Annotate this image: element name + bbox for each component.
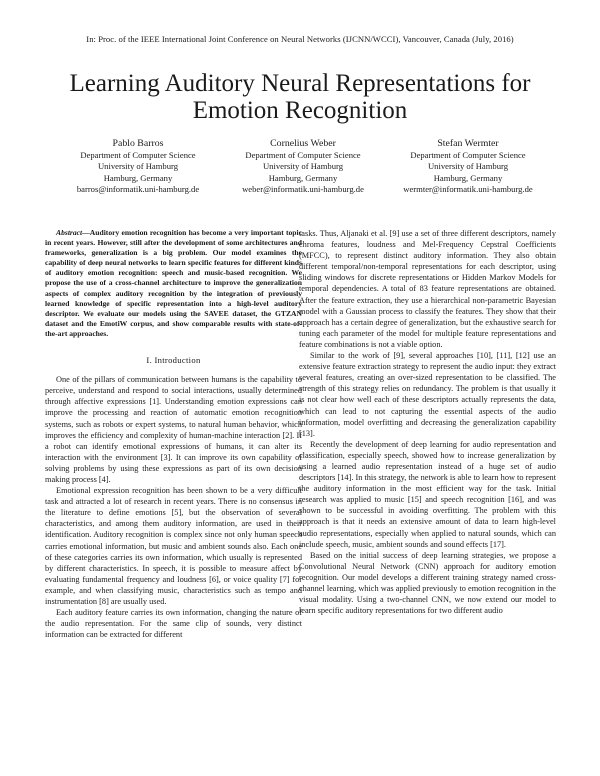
paragraph: Recently the development of deep learning for audio representation and classification, especially speech, showed how to increase generalization by using a learned audio representation instead of a huge set of audio descriptors [14]. In this strategy, the network is able to learn how to represent the auditory information in the most efficient way for the task. Initial research was applied to music [15] and speech recognition [16], and was shown to be successful in avoiding overfitting. The problem with this approach is that it needs an extensive amount of data to learn high-level audio representations, especially when applied to natural sounds, which can include speech, music, ambient sounds and sound effects [17]. — [299, 439, 556, 549]
author-wermter — [388, 138, 548, 195]
abstract — [45, 228, 302, 339]
paragraph: Based on the initial success of deep learning strategies, we propose a Convolutional Neural Network (CNN) approach for auditory emotion recognition. Our model develops a different training strategy named cross-channel learning, which was applied previously to emotion recognition in the visual modality. Using a two-channel CNN, we now extend our model to learn specific auditory representations for two different audio — [299, 550, 556, 616]
author-university: University of Hamburg — [427, 161, 509, 172]
author-block — [58, 138, 548, 195]
abstract-text: —Auditory emotion recognition has become a very important topic in recent years. However, still after the development of some architectures and frameworks, generalization is a big problem. Our model examines the capability of deep neural networks to learn specific features for different kinds of auditory emotion recognition: speech and music-based recognition. We propose the use of a cross-channel architecture to improve the generalization aspects of complex auditory recognition by the integration of previously learned knowledge of specific representation into a high-level auditory descriptor. We evaluate our models using the SAVEE dataset, the GTZAN dataset and the EmotiW corpus, and show comparable results with state-of-the-art approaches. — [45, 228, 302, 338]
right-column — [299, 228, 556, 616]
publication-note: In: Proc. of the IEEE International Joint Conference on Neural Networks (IJCNN/WCCI), Vancouver, Canada (July, 2016) — [86, 34, 514, 44]
author-barros — [58, 138, 218, 195]
paragraph: One of the pillars of communication between humans is the capability to perceive, understand and respond to social interactions, usually determined through affective expressions [1]. Understanding emotion expressions can improve the processing and reaction of automatic emotion recognition systems, such as robots or expert systems, to natural human behavior, which improves the efficiency and complexity of human-machine interaction [2]. If a robot can identify emotional expressions of humans, it can alter its interaction with the environment [3]. It can improve its own capability of solving problems by using these expressions as part of its own decision making process [4]. — [45, 375, 302, 484]
paragraph: Similar to the work of [9], several approaches [10], [11], [12] use an extensive feature extraction strategy to represent the audio input: they extract several features, creating an over-sized representation to be classified. The strength of this strategy relies on redundancy. The problem is that usually it is not clear how well each of these descriptors actually represents the data, which can lead to not capturing the essential aspects of the audio information, model overfitting and decreasing the generalization capability [13]. — [299, 351, 556, 438]
author-department: Department of Computer Science — [410, 150, 526, 161]
author-email: wermter@informatik.uni-hamburg.de — [403, 183, 533, 194]
author-university: University of Hamburg — [262, 161, 344, 172]
paragraph: tasks. Thus, Aljanaki et al. [9] use a set of three different descriptors, namely chroma features, loudness and Mel-Frequency Cepstral Coefficients (MFCC), to represent distinct auditory information. They also obtain different temporal/non-temporal representations for each descriptor, using sliding windows for discrete representations or Hidden Markov Models for temporal dependencies. A total of 83 feature representations are obtained. After the feature extraction, they use a hierarchical non-parametric Bayesian model with a Gaussian process to classify the features. They show that their approach has a certain degree of generalization, but the exhaustive search for tuning each parameter of the model for multiple feature representations and feature combinations is not a viable option. — [299, 229, 556, 349]
title-line-1: Learning Auditory Neural Representations for — [69, 70, 531, 97]
author-name: Pablo Barros — [112, 138, 164, 149]
abstract-label: Abstract — [56, 228, 83, 237]
author-city: Hamburg, Germany — [268, 172, 338, 183]
section-heading-introduction: I. Introduction — [146, 355, 201, 366]
paragraph: Emotional expression recognition has been shown to be a very difficult task and attracted a lot of research in recent years. There is no consensus in the literature to define emotions [5], but the observation of several characteristics, and among them auditory information, are used in their identification. Auditory recognition is complex since not only human speech carries emotional information, but music and ambient sounds also. Each one of these categories carries its own information, which usually is represented by different characteristics. In speech, it is possible to measure affect by evaluating fundamental frequency and loudness [6], or voice quality [7] for example, and when classifying music, characteristics such as tempo and instrumentation [8] are usually used. — [45, 486, 302, 606]
author-name: Stefan Wermter — [437, 138, 499, 149]
author-department: Department of Computer Science — [245, 150, 361, 161]
title-line-2: Emotion Recognition — [192, 97, 408, 124]
paper-title — [40, 70, 560, 124]
author-email: weber@informatik.uni-hamburg.de — [242, 183, 364, 194]
author-weber — [223, 138, 383, 195]
author-email: barros@informatik.uni-hamburg.de — [76, 183, 200, 194]
author-university: University of Hamburg — [97, 161, 179, 172]
left-column — [45, 228, 302, 640]
author-name: Cornelius Weber — [270, 138, 336, 149]
author-city: Hamburg, Germany — [103, 172, 173, 183]
author-department: Department of Computer Science — [80, 150, 196, 161]
author-city: Hamburg, Germany — [433, 172, 503, 183]
paragraph: Each auditory feature carries its own information, changing the nature of the audio representation. For the same clip of sounds, very distinct information can be extracted for different — [45, 608, 302, 640]
